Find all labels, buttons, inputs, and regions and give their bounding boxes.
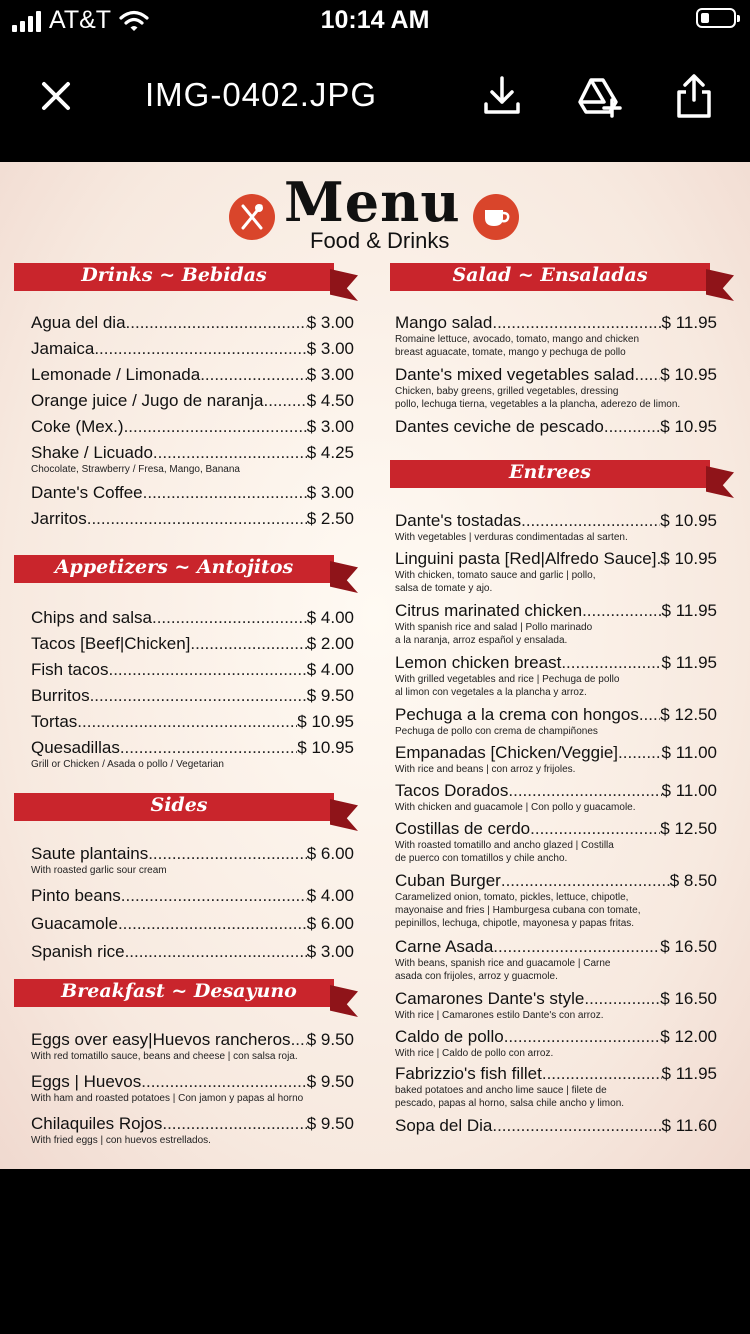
fork-spoon-icon: [229, 194, 275, 240]
item-description: salsa de tomate y ajo.: [395, 583, 493, 594]
item-name: Carne Asada: [395, 937, 494, 956]
menu-item: [395, 511, 717, 544]
menu-item: [31, 509, 354, 529]
item-name: Jarritos: [31, 509, 87, 528]
item-description: Grill or Chicken / Asada o pollo / Vegetarian: [31, 759, 224, 770]
item-description: al limon con vegetales a la plancha y arroz.: [395, 687, 587, 698]
item-description: mayonaise and fries | Hamburgesa cubana con tomate,: [395, 905, 641, 916]
banner-drinks: [14, 263, 358, 299]
menu-item: [31, 443, 354, 476]
item-name: Lemon chicken breast: [395, 653, 562, 672]
banner-entrees: [390, 460, 736, 496]
menu-item: [395, 653, 717, 699]
item-description: With chicken, tomato sauce and garlic | pollo,: [395, 570, 596, 581]
menu-item: [395, 743, 717, 776]
item-price: $ 12.50: [660, 819, 717, 838]
file-name: IMG-0402.JPG: [145, 76, 378, 113]
item-price: $ 11.00: [661, 781, 717, 800]
menu-image: [0, 162, 750, 1169]
item-name: Chips and salsa: [31, 608, 152, 627]
menu-item: [31, 712, 354, 732]
menu-item: [31, 1072, 354, 1105]
item-price: $ 10.95: [660, 511, 717, 530]
battery-icon: [696, 8, 736, 28]
menu-header: [0, 162, 750, 262]
item-description: With rice and beans | con arroz y frijoles.: [395, 764, 576, 775]
item-description: baked potatoes and ancho lime sauce | filete de: [395, 1085, 607, 1096]
item-price: $ 4.25: [306, 443, 354, 462]
item-name: Pechuga a la crema con hongos: [395, 705, 639, 724]
item-description: With grilled vegetables and rice | Pechuga de pollo: [395, 674, 620, 685]
menu-item: [395, 1064, 717, 1110]
item-description: With vegetables | verduras condimentadas al sarten.: [395, 532, 628, 543]
menu-item: [31, 608, 354, 628]
viewer-toolbar: [0, 56, 750, 136]
item-name: Costillas de cerdo: [395, 819, 531, 838]
item-price: $ 11.00: [661, 743, 717, 762]
item-name: Mango salad: [395, 313, 493, 332]
item-description: With roasted garlic sour cream: [31, 865, 167, 876]
item-price: $ 4.50: [306, 391, 354, 410]
viewer-background: [0, 1169, 750, 1334]
item-price: $ 9.50: [306, 1030, 354, 1049]
item-price: $ 3.00: [306, 483, 354, 502]
item-name: Shake / Licuado: [31, 443, 153, 462]
menu-item: [395, 871, 717, 930]
clock: 10:14 AM: [320, 6, 430, 34]
item-description: With chicken and guacamole | Con pollo y guacamole.: [395, 802, 636, 813]
menu-item: [395, 989, 717, 1022]
item-price: $ 9.50: [306, 1114, 354, 1133]
item-name: Lemonade / Limonada: [31, 365, 201, 384]
item-name: Eggs | Huevos: [31, 1072, 142, 1091]
item-name: Guacamole: [31, 914, 118, 933]
section-title-sides: Sides: [150, 794, 208, 816]
item-name: Dante's Coffee: [31, 483, 143, 502]
item-description: With rice | Caldo de pollo con arroz.: [395, 1048, 554, 1059]
item-price: $ 12.00: [660, 1027, 717, 1046]
item-name: Chilaquiles Rojos: [31, 1114, 163, 1133]
menu-item: [31, 391, 354, 411]
section-title-drinks: Drinks ~ Bebidas: [81, 264, 267, 286]
item-name: Fabrizzio's fish fillet: [395, 1064, 542, 1083]
item-name: Tortas: [31, 712, 78, 731]
item-description: With beans, spanish rice and guacamole | Carne: [395, 958, 611, 969]
item-description: pepinillos, lechuga, chipotle, mayonesa y papas fritas.: [395, 918, 635, 929]
item-price: $ 11.95: [661, 601, 717, 620]
item-price: $ 11.95: [661, 1064, 717, 1083]
item-name: Citrus marinated chicken: [395, 601, 583, 620]
item-name: Spanish rice: [31, 942, 125, 961]
item-description: breast aguacate, tomate, mango y pechuga de pollo: [395, 347, 626, 358]
item-description: Caramelized onion, tomato, pickles, lettuce, chipotle,: [395, 892, 629, 903]
item-name: Pinto beans: [31, 886, 121, 905]
item-name: Dante's tostadas: [395, 511, 522, 530]
item-price: $ 11.60: [661, 1116, 717, 1135]
item-price: $ 12.50: [660, 705, 717, 724]
item-description: With fried eggs | con huevos estrellados.: [31, 1135, 211, 1146]
item-name: Cuban Burger: [395, 871, 501, 890]
item-price: $ 10.95: [297, 738, 354, 757]
item-description: asada con frijoles, arroz y guacmole.: [395, 971, 558, 982]
menu-item: [395, 417, 717, 437]
menu-item: [395, 549, 717, 595]
item-price: $ 6.00: [306, 844, 354, 863]
menu-item: [395, 781, 717, 814]
item-price: $ 3.00: [306, 313, 354, 332]
menu-item: [395, 1027, 717, 1060]
item-price: $ 10.95: [660, 365, 717, 384]
menu-item: [31, 1030, 354, 1063]
item-name: Dantes ceviche de pescado: [395, 417, 604, 436]
section-title-salad: Salad ~ Ensaladas: [452, 264, 648, 286]
item-name: Fish tacos: [31, 660, 109, 679]
section-title-breakfast: Breakfast ~ Desayuno: [61, 980, 297, 1002]
item-name: Sopa del Dia: [395, 1116, 493, 1135]
menu-item: [395, 313, 717, 359]
menu-item: [395, 1116, 717, 1136]
section-title-entrees: Entrees: [509, 461, 591, 483]
item-description: a la naranja, arroz español y ensalada.: [395, 635, 568, 646]
item-price: $ 11.95: [661, 653, 717, 672]
item-name: Saute plantains: [31, 844, 149, 863]
banner-appetizers: [14, 555, 358, 591]
menu-item: [31, 738, 354, 771]
menu-subtitle: Food & Drinks: [310, 228, 450, 253]
item-price: $ 9.50: [306, 1072, 354, 1091]
menu-item: [395, 705, 717, 738]
item-name: Tacos [Beef|Chicken]: [31, 634, 191, 653]
item-price: $ 16.50: [660, 989, 717, 1008]
item-description: Romaine lettuce, avocado, tomato, mango and chicken: [395, 334, 640, 345]
item-description: With ham and roasted potatoes | Con jamon y papas al horno: [31, 1093, 304, 1104]
item-price: $ 3.00: [306, 365, 354, 384]
item-price: $ 6.00: [306, 914, 354, 933]
banner-breakfast: [14, 979, 358, 1015]
item-description: pollo, lechuga tierna, vegetables a la plancha, aderezo de limon.: [395, 399, 681, 410]
menu-item: [31, 942, 354, 962]
item-description: Pechuga de pollo con crema de champiñones: [395, 726, 598, 737]
menu-item: [31, 339, 354, 359]
menu-item: [31, 365, 354, 385]
coffee-cup-icon: [473, 194, 519, 240]
menu-item: [31, 886, 354, 906]
item-name: Jamaica: [31, 339, 95, 358]
item-price: $ 3.00: [306, 417, 354, 436]
item-description: de puerco con tomatillos y chile ancho.: [395, 853, 568, 864]
item-name: Eggs over easy|Huevos rancheros: [31, 1030, 291, 1049]
menu-item: [31, 313, 354, 333]
drive-add-icon[interactable]: [574, 72, 622, 120]
item-name: Orange juice / Jugo de naranja: [31, 391, 264, 410]
item-price: $ 10.95: [660, 417, 717, 436]
item-price: $ 3.00: [306, 942, 354, 961]
close-icon[interactable]: [34, 74, 78, 118]
download-icon[interactable]: [478, 72, 526, 120]
item-price: $ 2.50: [306, 509, 354, 528]
menu-item: [31, 1114, 354, 1147]
section-title-appetizers: Appetizers ~ Antojitos: [54, 556, 294, 578]
item-name: Dante's mixed vegetables salad: [395, 365, 635, 384]
item-price: $ 8.50: [669, 871, 717, 890]
menu-item: [395, 819, 717, 865]
menu-item: [31, 686, 354, 706]
item-price: $ 11.95: [661, 313, 717, 332]
item-price: $ 9.50: [306, 686, 354, 705]
menu-item: [31, 634, 354, 654]
item-description: Chocolate, Strawberry / Fresa, Mango, Banana: [31, 464, 240, 475]
share-icon[interactable]: [670, 72, 718, 120]
menu-item: [31, 483, 354, 503]
item-description: With rice | Camarones estilo Dante's con arroz.: [395, 1010, 604, 1021]
item-name: Quesadillas: [31, 738, 120, 757]
item-price: $ 4.00: [306, 608, 354, 627]
status-bar: [0, 0, 750, 44]
item-description: Chicken, baby greens, grilled vegetables, dressing: [395, 386, 619, 397]
item-description: pescado, papas al horno, salsa chile ancho y limon.: [395, 1098, 625, 1109]
menu-item: [31, 844, 354, 877]
item-name: Linguini pasta [Red|Alfredo Sauce]: [395, 549, 657, 568]
menu-item: [395, 365, 717, 411]
menu-item: [31, 914, 354, 934]
item-name: Tacos Dorados: [395, 781, 509, 800]
item-price: $ 16.50: [660, 937, 717, 956]
item-name: Agua del dia: [31, 313, 126, 332]
item-name: Caldo de pollo: [395, 1027, 504, 1046]
item-price: $ 10.95: [297, 712, 354, 731]
menu-item: [395, 937, 717, 983]
carrier-label: AT&T: [49, 6, 112, 34]
menu-item: [395, 601, 717, 647]
item-name: Empanadas [Chicken/Veggie]: [395, 743, 619, 762]
menu-item: [31, 660, 354, 680]
item-description: With spanish rice and salad | Pollo marinado: [395, 622, 593, 633]
banner-sides: [14, 793, 358, 829]
item-price: $ 4.00: [306, 660, 354, 679]
banner-salad: [390, 263, 736, 299]
item-name: Camarones Dante's style: [395, 989, 585, 1008]
menu-title: Menu: [284, 170, 461, 234]
item-price: $ 10.95: [660, 549, 717, 568]
item-price: $ 4.00: [306, 886, 354, 905]
item-name: Burritos: [31, 686, 90, 705]
item-description: With red tomatillo sauce, beans and cheese | con salsa roja.: [31, 1051, 298, 1062]
item-price: $ 3.00: [306, 339, 354, 358]
item-description: With roasted tomatillo and ancho glazed | Costilla: [395, 840, 614, 851]
item-name: Coke (Mex.): [31, 417, 124, 436]
item-price: $ 2.00: [306, 634, 354, 653]
menu-item: [31, 417, 354, 437]
